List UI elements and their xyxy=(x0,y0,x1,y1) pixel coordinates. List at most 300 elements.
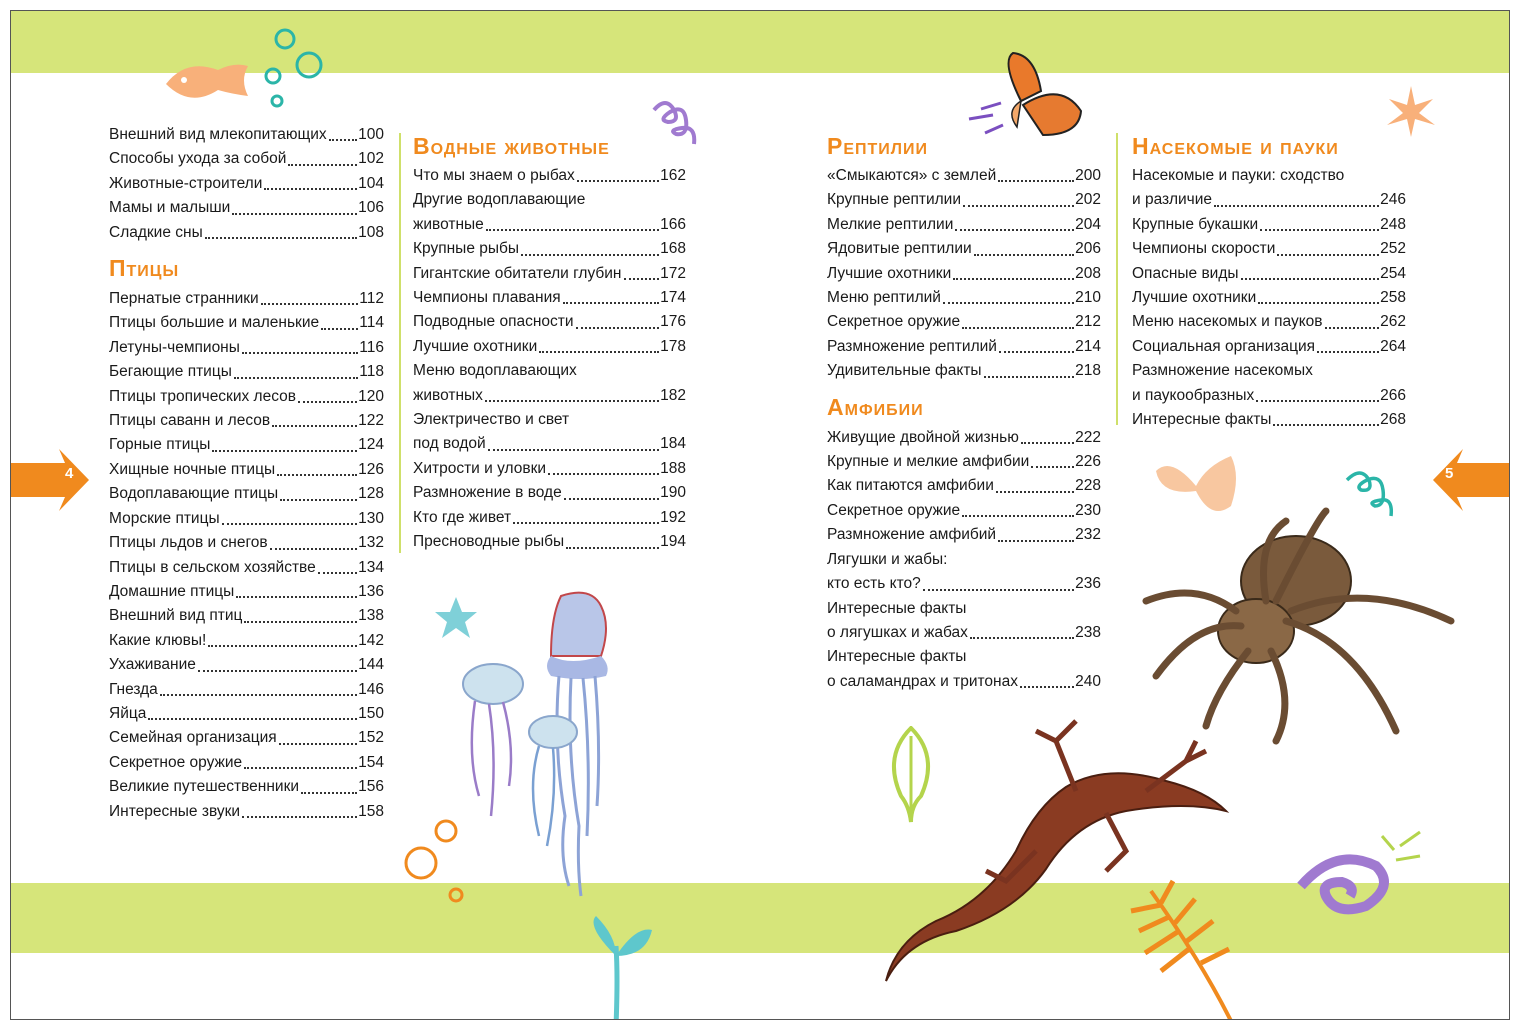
toc-entry xyxy=(413,262,686,286)
toc-entry xyxy=(413,530,686,554)
toc-entry xyxy=(413,286,686,310)
dot-leader xyxy=(566,547,659,549)
dot-leader xyxy=(198,670,357,672)
toc-entry xyxy=(413,481,686,505)
toc-entry-page: 202 xyxy=(1075,191,1101,209)
toc-entry-page: 176 xyxy=(660,313,686,331)
toc-entry xyxy=(109,385,384,409)
toc-entry xyxy=(827,310,1101,334)
toc-entry-title: Меню насекомых и пауков xyxy=(1132,313,1323,331)
dot-leader xyxy=(208,645,357,647)
dot-leader xyxy=(1021,442,1074,444)
toc-entry xyxy=(1132,310,1406,334)
teal-seaweed-icon xyxy=(576,916,666,1020)
toc-entry-title: Птицы в сельском хозяйстве xyxy=(109,558,316,576)
toc-entry-title: Чемпионы скорости xyxy=(1132,240,1276,258)
toc-entry xyxy=(109,751,384,775)
dot-leader xyxy=(1325,327,1380,329)
toc-entry-page: 158 xyxy=(358,802,384,820)
toc-column-1 xyxy=(109,123,384,824)
toc-entry xyxy=(413,457,686,481)
toc-entry-page: 218 xyxy=(1075,362,1101,380)
dot-leader xyxy=(1241,278,1380,280)
toc-entry-title: Птицы тропических лесов xyxy=(109,387,296,405)
toc-entry-page: 206 xyxy=(1075,240,1101,258)
toc-entry-page: 230 xyxy=(1075,501,1101,519)
toc-entry-title: Яйца xyxy=(109,704,147,722)
toc-entry-page: 212 xyxy=(1075,313,1101,331)
dot-leader xyxy=(485,400,659,402)
toc-entry-title: Мамы и малыши xyxy=(109,199,231,217)
dot-leader xyxy=(923,589,1074,591)
toc-entry-title: Секретное оружие xyxy=(827,313,961,331)
toc-entry xyxy=(109,287,384,311)
toc-entry xyxy=(1132,237,1406,261)
dot-leader xyxy=(270,548,358,550)
book-spread xyxy=(10,10,1510,1020)
dot-leader xyxy=(321,328,358,330)
toc-entry-page: 122 xyxy=(358,412,384,430)
toc-entry-page: 168 xyxy=(660,240,686,258)
toc-entry-page: 268 xyxy=(1380,411,1406,429)
toc-entry-title: Другие водоплавающие xyxy=(413,191,586,209)
toc-entry-page: 154 xyxy=(358,753,384,771)
toc-entry-title: Хитрости и уловки xyxy=(413,459,547,477)
toc-entry-title: Крупные рептилии xyxy=(827,191,961,209)
toc-entry-page: 232 xyxy=(1075,526,1101,544)
dot-leader xyxy=(148,718,357,720)
toc-entry-title: Меню рептилий xyxy=(827,289,941,307)
toc-entry xyxy=(109,507,384,531)
toc-entry-title-cont: кто есть кто? xyxy=(827,575,921,593)
toc-entry-title: Гнезда xyxy=(109,680,158,698)
toc-entry-title: Крупные рыбы xyxy=(413,240,520,258)
toc-entry-title: Птицы саванн и лесов xyxy=(109,412,271,430)
toc-entry xyxy=(413,506,686,530)
toc-entry xyxy=(109,604,384,628)
toc-entry-title: Подводные опасности xyxy=(413,313,574,331)
toc-entry xyxy=(827,188,1101,212)
page-arrow-left xyxy=(11,449,89,511)
toc-entry-page: 226 xyxy=(1075,453,1101,471)
toc-entry xyxy=(109,482,384,506)
toc-entry-page: 144 xyxy=(358,656,384,674)
dot-leader xyxy=(1317,351,1379,353)
toc-entry-page: 150 xyxy=(358,704,384,722)
toc-entry xyxy=(827,262,1101,286)
toc-entry-page: 104 xyxy=(358,174,384,192)
dot-leader xyxy=(288,164,357,166)
toc-entry-page: 132 xyxy=(358,534,384,552)
dot-leader xyxy=(962,515,1074,517)
toc-entry-title: Лягушки и жабы: xyxy=(827,550,948,568)
toc-entry-page: 166 xyxy=(660,215,686,233)
toc-entry xyxy=(109,775,384,799)
toc-entry-title: Интересные факты xyxy=(827,599,967,617)
toc-entry-title: Кто где живет xyxy=(413,508,512,526)
dot-leader xyxy=(953,278,1074,280)
toc-entry xyxy=(827,474,1101,498)
toc-entry-page: 182 xyxy=(660,386,686,404)
toc-entry-title: Хищные ночные птицы xyxy=(109,460,276,478)
toc-entry xyxy=(827,335,1101,359)
toc-entry xyxy=(1132,213,1406,237)
toc-entry-title: Интересные звуки xyxy=(109,802,241,820)
toc-entry xyxy=(109,336,384,360)
toc-entry-page: 264 xyxy=(1380,337,1406,355)
toc-entry-title: Внешний вид млекопитающих xyxy=(109,126,327,143)
toc-entry-title: Лучшие охотники xyxy=(413,337,538,355)
toc-entry-title: Размножение амфибий xyxy=(827,526,997,544)
toc-entry xyxy=(413,164,686,188)
toc-entry-title: «Смыкаются» с землей xyxy=(827,167,997,184)
toc-entry-title: Пернатые странники xyxy=(109,290,259,308)
dot-leader xyxy=(564,498,659,500)
toc-entry xyxy=(109,458,384,482)
toc-entry-page: 100 xyxy=(358,126,384,143)
toc-entry-page: 172 xyxy=(660,264,686,282)
toc-entry-page: 142 xyxy=(358,631,384,649)
dot-leader xyxy=(212,450,357,452)
toc-entry-title: Животные-строители xyxy=(109,174,263,192)
toc-entry xyxy=(827,597,1101,646)
toc-entry-page: 162 xyxy=(660,167,686,184)
toc-entry-page: 254 xyxy=(1380,264,1406,282)
dot-leader xyxy=(279,743,357,745)
toc-entry xyxy=(827,164,1101,188)
dot-leader xyxy=(974,254,1074,256)
dot-leader xyxy=(264,188,357,190)
dot-leader xyxy=(521,254,659,256)
toc-entry-title: Социальная организация xyxy=(1132,337,1316,355)
toc-entry-page: 214 xyxy=(1075,337,1101,355)
toc-entry-title: Морские птицы xyxy=(109,509,220,527)
dot-leader xyxy=(160,694,357,696)
toc-entry xyxy=(109,580,384,604)
toc-entry-page: 194 xyxy=(660,533,686,551)
dot-leader xyxy=(999,351,1074,353)
toc-entry xyxy=(1132,262,1406,286)
toc-entry-page: 102 xyxy=(358,150,384,168)
toc-entry-title: Внешний вид птиц xyxy=(109,607,243,625)
toc-entry-page: 138 xyxy=(358,607,384,625)
dot-leader xyxy=(486,229,659,231)
dot-leader xyxy=(624,278,660,280)
toc-entry-title: Ядовитые рептилии xyxy=(827,240,972,258)
dot-leader xyxy=(998,540,1074,542)
dot-leader xyxy=(205,237,357,239)
toc-entry xyxy=(109,531,384,555)
toc-entry xyxy=(827,213,1101,237)
toc-entry-page: 262 xyxy=(1380,313,1406,331)
dot-leader xyxy=(1020,686,1074,688)
page-number-left: 4 xyxy=(65,465,74,482)
toc-entry xyxy=(109,433,384,457)
toc-entry-title: Какие клювы! xyxy=(109,631,207,649)
dot-leader xyxy=(577,180,659,182)
toc-entry-page: 126 xyxy=(358,460,384,478)
toc-entry-line2 xyxy=(827,572,1101,596)
toc-entry-title: Ухаживание xyxy=(109,656,196,674)
toc-entry-line2 xyxy=(1132,384,1406,408)
dot-leader xyxy=(488,449,659,451)
toc-entry-title: Как питаются амфибии xyxy=(827,477,994,495)
toc-entry-title: Пресноводные рыбы xyxy=(413,533,565,551)
toc-entry-page: 246 xyxy=(1380,191,1406,209)
dot-leader xyxy=(970,637,1074,639)
dot-leader xyxy=(513,522,659,524)
toc-entry xyxy=(109,726,384,750)
toc-entry-page: 146 xyxy=(358,680,384,698)
fish-illustration xyxy=(156,56,256,106)
toc-entry-title: Лучшие охотники xyxy=(827,264,952,282)
toc-entry-title: Что мы знаем о рыбах xyxy=(413,167,575,184)
dot-leader xyxy=(955,229,1074,231)
dot-leader xyxy=(1214,205,1379,207)
bubbles-icon xyxy=(259,21,329,111)
toc-entry-title: Гигантские обитатели глубин xyxy=(413,264,622,282)
section-heading-amphibians: Амфибии xyxy=(827,393,924,420)
section-heading-water-animals: Водные животные xyxy=(413,133,610,159)
dot-leader xyxy=(1258,302,1379,304)
toc-entry-page: 130 xyxy=(358,509,384,527)
toc-entry-page: 252 xyxy=(1380,240,1406,258)
toc-entry-page: 240 xyxy=(1075,672,1101,690)
toc-entry xyxy=(413,408,686,457)
toc-entry-title: Меню водоплавающих xyxy=(413,362,577,380)
dot-leader xyxy=(943,302,1074,304)
dot-leader xyxy=(1031,466,1074,468)
toc-entry xyxy=(109,702,384,726)
divider-line-left xyxy=(399,133,401,553)
dot-leader xyxy=(232,213,357,215)
dot-leader xyxy=(242,816,357,818)
toc-entry xyxy=(413,335,686,359)
orange-fern-icon xyxy=(1121,871,1261,1020)
toc-entry xyxy=(827,450,1101,474)
toc-entry-line2 xyxy=(1132,188,1406,212)
toc-entry-page: 210 xyxy=(1075,289,1101,307)
toc-entry-title: Насекомые и пауки: сходство xyxy=(1132,167,1345,184)
dot-leader xyxy=(998,180,1074,182)
toc-entry-page: 238 xyxy=(1075,623,1101,641)
divider-line-right xyxy=(1116,133,1118,425)
toc-entry xyxy=(1132,335,1406,359)
toc-entry xyxy=(1132,408,1406,432)
section-heading-reptiles: Рептилии xyxy=(827,133,929,159)
toc-entry-page: 222 xyxy=(1075,428,1101,446)
dot-leader xyxy=(272,425,357,427)
toc-entry-title: Удивительные факты xyxy=(827,362,982,380)
dot-leader xyxy=(563,302,659,304)
toc-entry-line2 xyxy=(413,432,686,456)
toc-entry-title: Сладкие сны xyxy=(109,223,203,241)
toc-entry-page: 208 xyxy=(1075,264,1101,282)
toc-entry xyxy=(413,310,686,334)
toc-entry-title-cont: о саламандрах и тритонах xyxy=(827,672,1018,690)
toc-entry xyxy=(109,409,384,433)
toc-entry-title-cont: животные xyxy=(413,215,484,233)
toc-entry xyxy=(109,629,384,653)
toc-entry-page: 184 xyxy=(660,435,686,453)
toc-column-4 xyxy=(1132,131,1406,432)
toc-entry-page: 118 xyxy=(359,363,384,381)
dot-leader xyxy=(301,792,357,794)
starfish-icon xyxy=(431,594,481,644)
toc-entry-page: 258 xyxy=(1380,289,1406,307)
toc-entry-page: 124 xyxy=(358,436,384,454)
toc-entry-title: Интересные факты xyxy=(827,648,967,666)
toc-entry xyxy=(827,548,1101,597)
dot-leader xyxy=(280,499,357,501)
toc-entry-page: 200 xyxy=(1075,167,1101,184)
dot-leader xyxy=(576,327,660,329)
toc-entry-title-cont: животных xyxy=(413,386,483,404)
teal-swirl-icon xyxy=(1341,466,1401,526)
section-heading-insects-spiders: Насекомые и пауки xyxy=(1132,133,1339,159)
toc-entry-title: Размножение насекомых xyxy=(1132,362,1313,380)
toc-entry-title: Крупные и мелкие амфибии xyxy=(827,453,1030,471)
toc-column-3 xyxy=(827,131,1101,694)
toc-entry-page: 136 xyxy=(358,582,384,600)
toc-entry-page: 106 xyxy=(358,199,384,217)
toc-entry-page: 112 xyxy=(359,290,384,308)
toc-entry-page: 266 xyxy=(1380,386,1406,404)
toc-entry xyxy=(1132,164,1406,213)
toc-entry xyxy=(827,426,1101,450)
dot-leader xyxy=(244,621,357,623)
toc-entry-page: 114 xyxy=(359,314,384,332)
toc-entry-title: Бегающие птицы xyxy=(109,363,232,381)
toc-entry-line2 xyxy=(413,213,686,237)
toc-entry-title: Великие путешественники xyxy=(109,778,300,796)
toc-entry xyxy=(109,147,384,171)
toc-entry-title-cont: под водой xyxy=(413,435,486,453)
toc-entry xyxy=(109,221,384,245)
toc-entry xyxy=(109,800,384,824)
toc-entry-page: 108 xyxy=(358,223,384,241)
dot-leader xyxy=(222,523,358,525)
toc-entry xyxy=(1132,286,1406,310)
toc-entry-page: 120 xyxy=(358,387,384,405)
peach-butterfly-icon xyxy=(1151,451,1241,521)
toc-entry xyxy=(413,237,686,261)
section-heading-birds: Птицы xyxy=(109,255,180,282)
toc-entry xyxy=(827,359,1101,383)
toc-entry-title: Живущие двойной жизнью xyxy=(827,428,1019,446)
toc-entry-title: Чемпионы плавания xyxy=(413,289,561,307)
dot-leader xyxy=(318,572,357,574)
toc-entry-title: Семейная организация xyxy=(109,729,277,747)
toc-entry-page: 174 xyxy=(660,289,686,307)
toc-entry-page: 178 xyxy=(660,337,686,355)
toc-entry-page: 152 xyxy=(358,729,384,747)
toc-column-2 xyxy=(413,131,686,555)
toc-entry-title: Секретное оружие xyxy=(827,501,961,519)
toc-entry-page: 236 xyxy=(1075,575,1101,593)
toc-entry xyxy=(413,359,686,408)
toc-entry xyxy=(109,123,384,147)
toc-entry xyxy=(827,523,1101,547)
toc-entry xyxy=(109,172,384,196)
toc-entry xyxy=(109,556,384,580)
toc-entry-title: Домашние птицы xyxy=(109,582,235,600)
toc-entry-title: Летуны-чемпионы xyxy=(109,338,240,356)
toc-entry-title-cont: и паукообразных xyxy=(1132,386,1255,404)
toc-entry xyxy=(827,286,1101,310)
toc-entry-page: 188 xyxy=(660,459,686,477)
dot-leader xyxy=(996,491,1074,493)
toc-entry-page: 156 xyxy=(358,778,384,796)
dot-leader xyxy=(1273,424,1379,426)
toc-entry-page: 116 xyxy=(359,338,384,356)
toc-entry-title: Мелкие рептилии xyxy=(827,215,954,233)
toc-entry-title-cont: и различие xyxy=(1132,191,1213,209)
toc-entry-title: Птицы большие и маленькие xyxy=(109,314,320,332)
dot-leader xyxy=(261,303,359,305)
toc-entry-page: 248 xyxy=(1380,215,1406,233)
dot-leader xyxy=(1260,229,1379,231)
toc-entry-line2 xyxy=(413,384,686,408)
toc-entry-line2 xyxy=(827,670,1101,694)
toc-entry xyxy=(1132,359,1406,408)
dot-leader xyxy=(963,205,1074,207)
toc-entry xyxy=(827,499,1101,523)
toc-entry xyxy=(827,237,1101,261)
dot-leader xyxy=(277,474,357,476)
toc-entry xyxy=(109,678,384,702)
dot-leader xyxy=(548,473,659,475)
dot-leader xyxy=(242,352,358,354)
toc-entry xyxy=(109,196,384,220)
toc-entry-page: 192 xyxy=(660,508,686,526)
dot-leader xyxy=(298,401,357,403)
toc-entry-page: 228 xyxy=(1075,477,1101,495)
dot-leader xyxy=(1256,400,1379,402)
dot-leader xyxy=(984,376,1075,378)
spider-illustration xyxy=(1136,501,1456,791)
toc-entry-page: 204 xyxy=(1075,215,1101,233)
toc-entry xyxy=(109,360,384,384)
toc-entry-title: Птицы льдов и снегов xyxy=(109,534,268,552)
dot-leader xyxy=(1277,254,1379,256)
toc-entry-title: Размножение рептилий xyxy=(827,337,997,355)
toc-entry-title-cont: о лягушках и жабах xyxy=(827,623,968,641)
toc-entry-title: Способы ухода за собой xyxy=(109,150,287,168)
toc-entry-title: Опасные виды xyxy=(1132,264,1239,282)
toc-entry-title: Лучшие охотники xyxy=(1132,289,1257,307)
bottom-green-band xyxy=(11,883,1509,953)
toc-entry xyxy=(109,311,384,335)
orange-bubbles-icon xyxy=(396,811,476,911)
toc-entry xyxy=(827,645,1101,694)
toc-entry-title: Интересные факты xyxy=(1132,411,1272,429)
dot-leader xyxy=(539,351,659,353)
toc-entry-title: Крупные букашки xyxy=(1132,215,1259,233)
dot-leader xyxy=(236,596,357,598)
toc-entry-title: Водоплавающие птицы xyxy=(109,485,279,503)
toc-entry-line2 xyxy=(827,621,1101,645)
toc-entry xyxy=(413,188,686,237)
toc-entry-title: Секретное оружие xyxy=(109,753,243,771)
toc-entry-page: 128 xyxy=(358,485,384,503)
dot-leader xyxy=(962,327,1074,329)
toc-entry-title: Горные птицы xyxy=(109,436,211,454)
toc-entry-page: 134 xyxy=(358,558,384,576)
toc-entry-title: Размножение в воде xyxy=(413,484,562,502)
toc-entry xyxy=(109,653,384,677)
dot-leader xyxy=(244,767,357,769)
